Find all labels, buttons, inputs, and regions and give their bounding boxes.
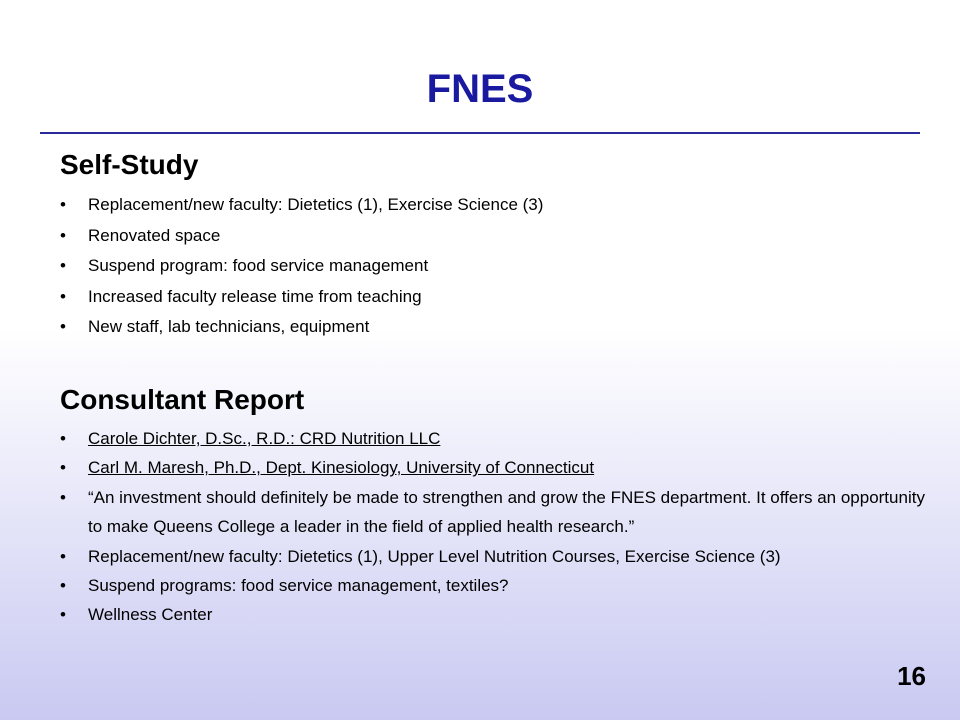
title-divider (40, 132, 920, 134)
list-item: • Suspend program: food service management (60, 251, 930, 282)
slide-title: FNES (426, 67, 534, 111)
consultant-item (60, 424, 930, 453)
list-item: • New staff, lab technicians, equipment (60, 312, 930, 343)
consultant-report-list (60, 424, 930, 630)
consultant-name-link[interactable]: Carl M. Maresh, Ph.D., Dept. Kinesiology, University of Connecticut (88, 458, 595, 478)
consultant-quote: • “An investment should definitely be made to strengthen and grow the FNES department. It offers an opportunity to make Queens College a leader in the field of applied health research.” (60, 483, 930, 542)
consultant-report-heading: Consultant Report (60, 384, 305, 415)
list-item: • Replacement/new faculty: Dietetics (1), Upper Level Nutrition Courses, Exercise Science (3) (60, 542, 930, 571)
self-study-list (60, 190, 930, 343)
consultant-name-link[interactable]: Carole Dichter, D.Sc., R.D.: CRD Nutrition LLC (88, 429, 441, 448)
page-number: 16 (897, 661, 926, 691)
self-study-heading: Self-Study (60, 149, 199, 180)
list-item: • Wellness Center (60, 600, 930, 629)
list-item: • Suspend programs: food service management, textiles? (60, 571, 930, 600)
list-item: • Increased faculty release time from teaching (60, 282, 930, 313)
consultant-item (60, 453, 930, 482)
list-item: • Renovated space (60, 221, 930, 252)
list-item: • Replacement/new faculty: Dietetics (1), Exercise Science (3) (60, 190, 930, 221)
